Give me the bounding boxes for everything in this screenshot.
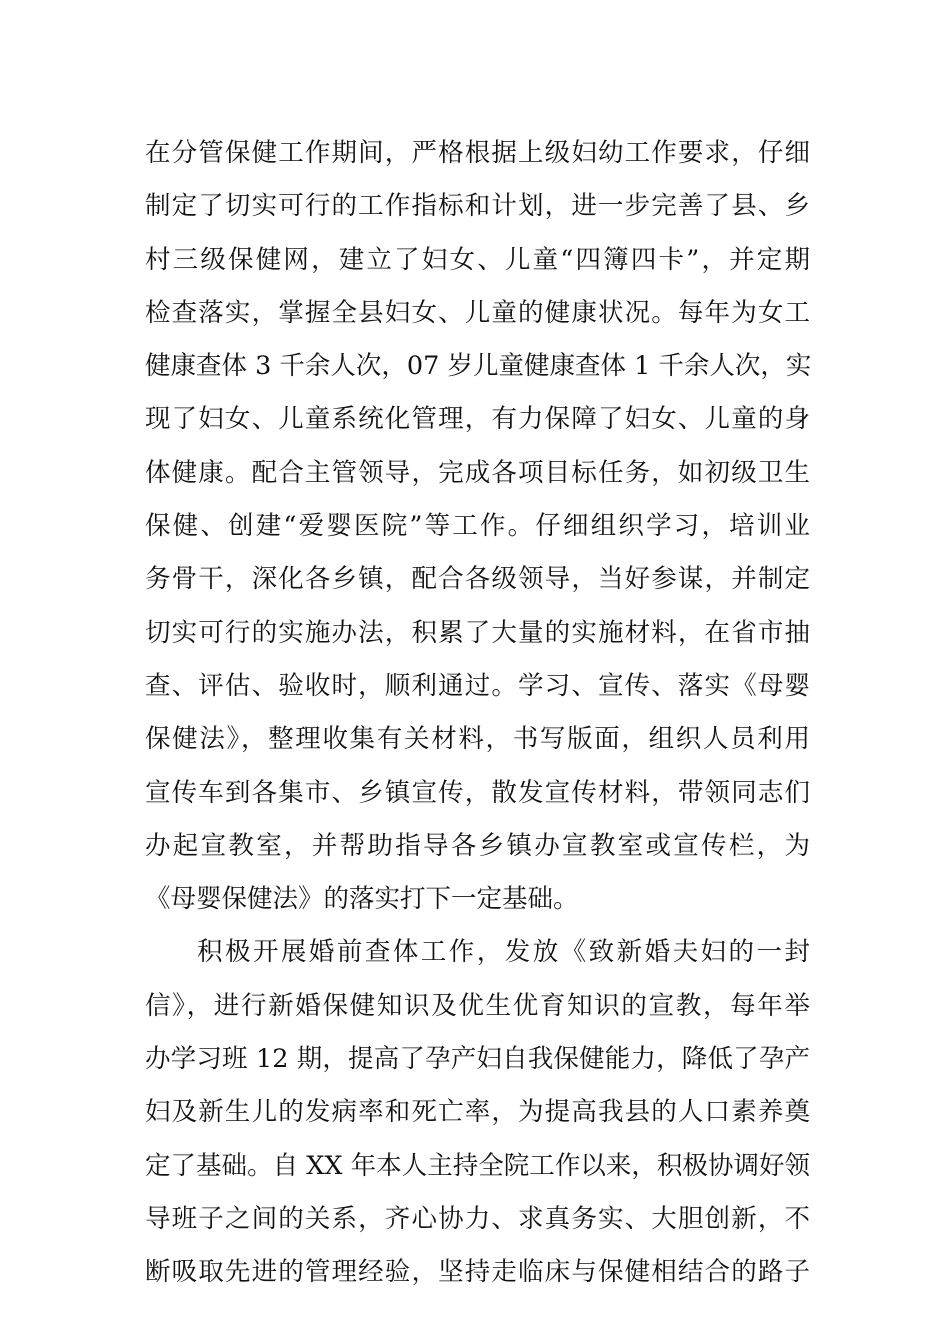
text-line: 体健康。配合主管领导，完成各项目标任务，如初级卫生 [145,457,810,488]
text-line: 村三级保健网，建立了妇女、儿童“四簿四卡”，并定期 [145,244,810,275]
text-line: 断吸取先进的管理经验，坚持走临床与保健相结合的路子 [145,1257,810,1288]
text-line: 办起宣教室，并帮助指导各乡镇办宣教室或宣传栏，为 [145,830,810,861]
text-line: 在分管保健工作期间，严格根据上级妇幼工作要求，仔细 [145,138,810,168]
text-line: 查、评估、验收时，顺利通过。学习、宣传、落实《母婴 [145,670,810,701]
text-line: 健康查体 3 千余人次，07 岁儿童健康查体 1 千余人次，实 [145,351,812,382]
text-line: 切实可行的实施办法，积累了大量的实施材料，在省市抽 [145,617,810,648]
text-line: 务骨干，深化各乡镇，配合各级领导，当好参谋，并制定 [145,564,810,595]
text-line: 保健法》，整理收集有关材料，书写版面，组织人员利用 [145,724,810,755]
text-line: 妇及新生儿的发病率和死亡率，为提高我县的人口素养奠 [145,1097,810,1128]
paragraph-1 [145,127,810,926]
text-line: 制定了切实可行的工作指标和计划，进一步完善了县、乡 [145,191,810,222]
text-line: 定了基础。自 XX 年本人主持全院工作以来，积极协调好领 [145,1150,810,1181]
text-line: 现了妇女、儿童系统化管理，有力保障了妇女、儿童的身 [145,404,810,435]
text-line: 导班子之间的关系，齐心协力、求真务实、大胆创新，不 [145,1203,810,1234]
text-line: 宣传车到各集市、乡镇宣传，散发宣传材料，带领同志们 [145,777,810,808]
paragraph-2 [145,926,810,1299]
text-line: 保健、创建“爱婴医院”等工作。仔细组织学习，培训业 [145,511,810,542]
text-line: 检查落实，掌握全县妇女、儿童的健康状况。每年为女工 [145,297,810,328]
text-line: 信》，进行新婚保健知识及优生优育知识的宣教，每年举 [145,990,810,1021]
text-line: 积极开展婚前查体工作，发放《致新婚夫妇的一封 [197,937,810,968]
text-line: 办学习班 12 期，提高了孕产妇自我保健能力，降低了孕产 [145,1044,810,1075]
text-line: 《母婴保健法》的落实打下一定基础。 [145,884,579,915]
document-body [145,127,810,1300]
